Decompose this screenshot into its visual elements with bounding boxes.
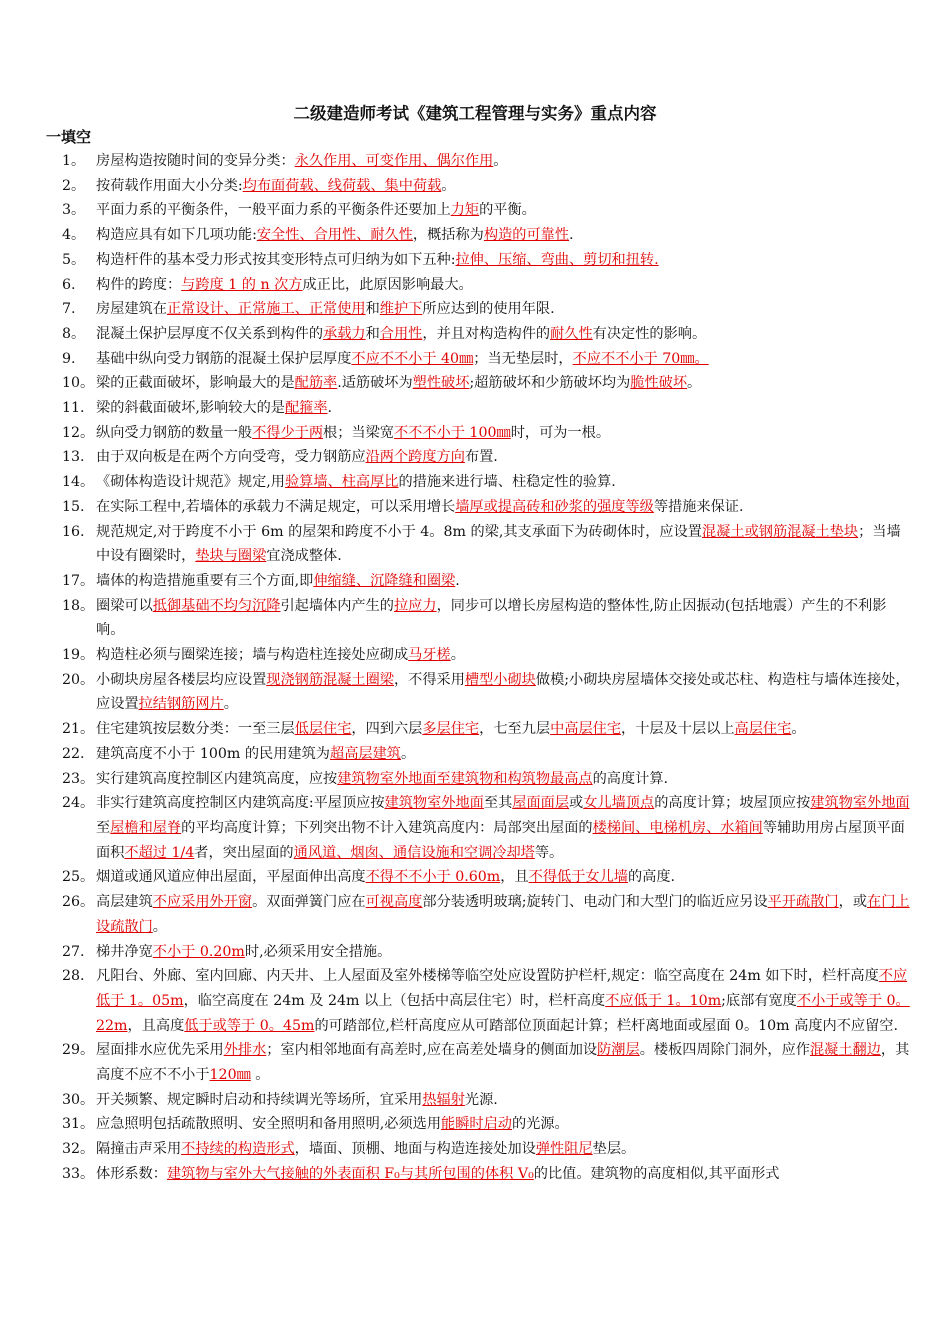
highlighted-answer: 不小于 0.20m	[152, 943, 245, 960]
item-text: ，四到六层	[351, 721, 423, 738]
item-number: 16.	[62, 523, 85, 540]
item-text: 。	[223, 696, 238, 713]
highlighted-answer: 塑性破坏	[412, 375, 470, 392]
document-title: 二级建造师考试《建筑工程管理与实务》重点内容	[293, 104, 657, 123]
item-text: ，且高度	[127, 1017, 185, 1034]
list-item	[0, 1162, 914, 1187]
list-item	[0, 198, 914, 223]
item-text: 高层建筑	[96, 894, 153, 911]
item-text: 小砌块房屋各楼层均应设置	[96, 671, 267, 688]
item-number: 21。	[62, 721, 95, 738]
item-text: .	[327, 400, 333, 417]
item-text: 房屋建筑在	[96, 301, 167, 318]
item-text: 垫层。	[592, 1141, 636, 1158]
item-text: ，或	[838, 894, 868, 911]
item-text: 等措施来保证.	[653, 498, 744, 515]
item-number: 1。	[62, 153, 86, 169]
highlighted-answer: 不超过 1/4	[124, 844, 195, 861]
item-text: 实行建筑高度控制区内建筑高度，应按	[96, 770, 338, 787]
item-text: 的可踏部位,栏杆高度应从可踏部位顶面起计算；栏杆离地面或屋面 0。10m 高度内不应留空.	[314, 1017, 898, 1034]
highlighted-answer: 马牙槎	[408, 647, 451, 664]
list-item	[0, 371, 914, 396]
item-text: 墙体的构造措施重要有三个方面,即	[96, 572, 314, 589]
item-text: 部分装透明玻璃;旋转门、电动门和大型门的临近应另设	[422, 894, 768, 911]
item-text: 等辅助用房占屋顶平面面积	[96, 819, 905, 861]
highlighted-answer: 楼梯间、电梯机房、水箱间	[592, 819, 763, 836]
item-text: 构造应具有如下几项功能:	[96, 227, 257, 244]
highlighted-answer: 建筑物室外地面至建筑物和构筑物最高点	[337, 770, 593, 787]
item-text: 构造柱必须与圈梁连接；墙与构造柱连接处应砌成	[96, 647, 409, 664]
item-text: 的措施来进行墙、柱稳定性的验算.	[398, 474, 616, 491]
list-item	[0, 149, 914, 174]
item-text: 引起墙体内产生的	[280, 597, 394, 614]
item-text: 的高度.	[627, 869, 676, 886]
item-text: 至	[96, 819, 111, 836]
item-text: 梯井净宽	[96, 943, 153, 960]
item-text: 。	[791, 721, 806, 738]
item-number: 5。	[62, 251, 86, 268]
highlighted-answer: 建筑物与室外大气接触的外表面积 F₀与其所包围的体积 V₀	[166, 1165, 534, 1182]
item-text: 的光源。	[511, 1116, 569, 1133]
item-text: 做模;小砌块房屋墙体交接处或芯柱、构造柱与墙体连接处，应设置	[96, 671, 910, 713]
list-item	[0, 569, 914, 594]
item-text: 构件的跨度：	[96, 276, 182, 293]
item-text: 住宅建筑按层数分类：一至三层	[96, 721, 295, 738]
highlighted-answer: 混凝土翻边	[809, 1042, 881, 1059]
item-number: 27.	[62, 943, 85, 960]
list-item	[0, 297, 914, 322]
item-text: ，十层及十层以上	[621, 721, 735, 738]
item-number: 8。	[62, 325, 86, 342]
highlighted-answer: 外排水	[223, 1042, 267, 1059]
item-text: 构造杆件的基本受力形式按其变形特点可归纳为如下五种:	[96, 251, 456, 268]
item-text: 隔撞击声采用	[96, 1141, 182, 1158]
item-text: 所应达到的使用年限.	[422, 301, 555, 318]
list-item	[0, 421, 914, 446]
highlighted-answer: 不应低于 1。05m	[96, 968, 908, 1009]
list-item	[0, 322, 914, 347]
highlighted-answer: 超高层建筑	[330, 745, 401, 762]
list-item	[0, 940, 914, 965]
item-text: ，并且对构造构件的	[422, 325, 551, 342]
highlighted-answer: 拉结钢筋网片	[138, 696, 224, 713]
item-number: 28.	[62, 968, 85, 985]
item-text: 房屋构造按随时间的变异分类：	[96, 153, 295, 169]
highlighted-answer: 低层住宅	[294, 721, 352, 738]
item-text: 成正比，此原因影响最大。	[302, 276, 473, 293]
list-item	[0, 643, 914, 668]
item-number: 18。	[62, 597, 95, 614]
item-number: 25。	[62, 869, 95, 886]
item-text: ，墙面、顶棚、地面与构造连接处加设	[294, 1141, 536, 1158]
item-text: 体形系数：	[96, 1165, 167, 1182]
highlighted-answer: 120㎜	[209, 1067, 251, 1084]
list-item	[0, 1038, 914, 1087]
item-text: 。	[152, 918, 167, 935]
list-item	[0, 223, 914, 248]
item-text: 应急照明包括疏散照明、安全照明和备用照明,必须选用	[96, 1116, 442, 1133]
item-text: 。	[441, 177, 456, 194]
highlighted-answer: 验算墙、柱高厚比	[284, 474, 399, 491]
list-item	[0, 668, 914, 717]
section-heading: 一填空	[46, 128, 92, 146]
item-number: 24。	[62, 795, 95, 812]
item-text: 。	[450, 647, 465, 664]
item-text: ，且	[500, 869, 529, 886]
item-text: ；当墙中设有圈梁时，	[96, 523, 901, 565]
item-number: 33。	[62, 1165, 95, 1182]
item-text: 。	[250, 1067, 270, 1084]
highlighted-answer: 女儿墙顶点	[583, 795, 655, 812]
item-text: 由于双向板是在两个方向受弯，受力钢筋应	[96, 449, 366, 466]
item-number: 20。	[62, 671, 95, 688]
highlighted-answer: 建筑物室外地面	[810, 795, 910, 812]
item-text: 纵向受力钢筋的数量一般	[96, 424, 253, 441]
highlighted-answer: 构造的可靠性	[483, 227, 570, 244]
item-number: 10。	[62, 375, 95, 392]
item-text: 混凝土保护层厚度不仅关系到构件的	[96, 325, 324, 342]
item-text: 的平均高度计算；下列突出物不计入建筑高度内：局部突出屋面的	[181, 819, 593, 836]
list-item	[0, 742, 914, 767]
item-text: 。	[400, 745, 416, 762]
highlighted-answer: 中高层住宅	[550, 721, 622, 738]
item-number: 32。	[62, 1141, 95, 1158]
item-text: 至其	[483, 795, 513, 812]
item-number: 19。	[62, 647, 95, 664]
item-text: .	[455, 572, 460, 589]
item-text: 按荷载作用面大小分类:	[96, 177, 243, 194]
item-text: 和	[365, 301, 380, 318]
item-text: 规范规定,对于跨度不小于 6m 的屋架和跨度不小于 4。8m 的梁,其支承面下为砖砌体时，应设置	[96, 523, 702, 540]
item-number: 15.	[62, 498, 85, 515]
highlighted-answer: 抵御基础不均匀沉降	[152, 597, 281, 614]
item-text: 根；当梁宽	[323, 424, 394, 441]
highlighted-answer: 脆性破坏	[630, 375, 688, 392]
list-item	[0, 1088, 914, 1113]
item-text: ，其高度不应不不小于	[96, 1042, 910, 1084]
item-number: 11.	[62, 400, 85, 417]
highlighted-answer: 拉应力	[393, 597, 437, 614]
item-number: 3。	[62, 202, 86, 219]
highlighted-answer: 不持续的构造形式	[181, 1141, 295, 1158]
item-text: 屋面排水应优先采用	[96, 1042, 224, 1059]
item-text: ，概括称为	[412, 227, 484, 244]
list-item	[0, 445, 914, 470]
highlighted-answer: 不得少于两	[252, 424, 324, 441]
item-text: 烟道或通风道应伸出屋面，平屋面伸出高度	[96, 869, 366, 886]
list-item	[0, 273, 914, 298]
item-number: 14。	[62, 474, 95, 491]
list-item	[0, 594, 914, 643]
highlighted-answer: 承载力	[323, 325, 366, 342]
list-item	[0, 248, 914, 273]
item-text: ;超筋破坏和少筋破坏均为	[469, 375, 631, 392]
highlighted-answer: 建筑物室外地面	[384, 795, 484, 812]
highlighted-answer: 屋檐和屋脊	[110, 819, 182, 836]
list-item	[0, 520, 914, 569]
item-text: 时,必须采用安全措施。	[244, 943, 392, 960]
highlighted-answer: 耐久性	[550, 325, 593, 342]
item-number: 13.	[62, 449, 85, 466]
highlighted-answer: 配筋率	[294, 375, 338, 392]
highlighted-answer: 拉伸、压缩、弯曲、剪切和扭转.	[455, 251, 659, 268]
item-number: 4。	[62, 227, 86, 244]
item-text: 。	[687, 375, 702, 392]
list-item	[0, 1112, 914, 1137]
highlighted-answer: 不应低于 1。10m	[605, 992, 722, 1009]
item-text: 的平衡。	[479, 202, 536, 219]
item-text: 圈梁可以	[96, 597, 153, 614]
highlighted-answer: 合用性	[379, 325, 423, 342]
item-text: 梁的斜截面破坏,影响较大的是	[96, 400, 285, 417]
highlighted-answer: 维护下	[379, 301, 423, 318]
item-text: ，七至九层	[479, 721, 551, 738]
item-text: 时，可为一根。	[510, 424, 611, 441]
item-text: 平面力系的平衡条件，一般平面力系的平衡条件还要加上	[96, 202, 451, 219]
highlighted-answer: 多层住宅	[422, 721, 480, 738]
numbered-list	[0, 149, 950, 1187]
highlighted-answer: 墙厚或提高砖和砂浆的强度等级	[455, 498, 654, 515]
item-number: 30。	[62, 1091, 95, 1108]
item-number: 2。	[62, 177, 86, 194]
highlighted-answer: 在门上设疏散门	[96, 894, 910, 935]
item-text: 非实行建筑高度控制区内建筑高度:平屋顶应按	[96, 795, 385, 812]
item-text: 者，突出屋面的	[194, 844, 294, 861]
item-number: 31。	[62, 1116, 95, 1133]
list-item	[0, 347, 914, 372]
item-text: 基础中纵向受力钢筋的混凝土保护层厚度	[96, 350, 352, 367]
highlighted-answer: 通风道、烟囱、通信设施和空调冷却塔	[293, 844, 535, 861]
item-text: 凡阳台、外廊、室内回廊、内天井、上人屋面及室外楼梯等临空处应设置防护栏杆,规定：临空高度在 24m 如下时，栏杆高度	[96, 968, 879, 985]
highlighted-answer: 热辐射	[422, 1091, 465, 1108]
highlighted-answer: 混凝土或钢筋混凝土垫块	[702, 523, 859, 540]
item-text: ，不得采用	[393, 671, 465, 688]
item-text: 或	[569, 795, 584, 812]
list-item	[0, 1137, 914, 1162]
list-item	[0, 717, 914, 742]
item-text: 开关频繁、规定瞬时启动和持续调光等场所，宜采用	[96, 1091, 423, 1108]
highlighted-answer: 不应采用外开窗	[152, 894, 253, 911]
list-item	[0, 396, 914, 421]
item-text: ，同步可以增长房屋构造的整体性,防止因振动(包括地震）产生的不利影响。	[96, 597, 887, 639]
item-number: 17。	[62, 572, 95, 589]
item-number: 6.	[62, 276, 76, 293]
item-text: 的高度计算.	[592, 770, 669, 787]
highlighted-answer: 低于或等于 0。45m	[184, 1017, 315, 1034]
item-text: 《砌体构造设计规范》规定,用	[96, 474, 285, 491]
list-item	[0, 964, 914, 1038]
highlighted-answer: 屋面面层	[512, 795, 570, 812]
item-number: 9.	[62, 350, 76, 367]
item-text: 。楼板四周除门洞外，应作	[639, 1042, 810, 1059]
list-item	[0, 174, 914, 199]
highlighted-answer: 不应不不小于 40㎜	[351, 350, 474, 367]
highlighted-answer: 能瞬时启动	[441, 1116, 512, 1133]
highlighted-answer: 不得低于女儿墙	[528, 869, 628, 886]
highlighted-answer: 平开疏散门	[767, 894, 839, 911]
item-text: ;底部有宽度	[721, 992, 797, 1009]
list-item	[0, 767, 914, 792]
item-text: .适筋破坏为	[337, 375, 413, 392]
item-number: 12。	[62, 424, 95, 441]
highlighted-answer: 可视高度	[365, 894, 423, 911]
item-number: 7.	[62, 301, 76, 318]
item-number: 26。	[62, 894, 95, 911]
highlighted-answer: 伸缩缝、沉降缝和圈梁	[313, 572, 456, 589]
item-text: ；当无垫层时，	[473, 350, 573, 367]
item-text: 的比值。建筑物的高度相似,其平面形式	[533, 1165, 780, 1182]
list-item	[0, 495, 914, 520]
highlighted-answer: 不应不不小于 70㎜。	[572, 350, 709, 367]
highlighted-answer: 不得不不小于 0.60m	[365, 869, 501, 886]
highlighted-answer: 正常设计、正常施工、正常使用	[166, 301, 366, 318]
item-text: 。双面弹簧门应在	[252, 894, 366, 911]
highlighted-answer: 防潮层	[597, 1042, 640, 1059]
list-item	[0, 791, 914, 865]
item-number: 22.	[62, 745, 85, 762]
highlighted-answer: 均布面荷载、线荷载、集中荷载	[242, 177, 442, 194]
highlighted-answer: 配箍率	[284, 400, 328, 417]
highlighted-answer: 沿两个跨度方向	[365, 449, 465, 466]
list-item	[0, 890, 914, 939]
item-text: 宜浇成整体.	[266, 548, 342, 565]
item-text: 的高度计算；坡屋顶应按	[654, 795, 811, 812]
item-number: 29。	[62, 1042, 95, 1059]
item-text: 和	[365, 325, 380, 342]
item-text: 在实际工程中,若墙体的承载力不满足规定，可以采用增长	[96, 498, 456, 515]
item-text: 有决定性的影响。	[592, 325, 707, 342]
highlighted-answer: 安全性、合用性、耐久性	[256, 227, 413, 244]
list-item	[0, 865, 914, 890]
item-number: 23。	[62, 770, 95, 787]
item-text: ；室内相邻地面有高差时,应在高差处墙身的侧面加设	[266, 1042, 598, 1059]
item-text: 布置.	[464, 449, 498, 466]
item-text: 光源.	[464, 1091, 498, 1108]
highlighted-answer: 不小于或等于 0。22m	[96, 992, 910, 1034]
highlighted-answer: 槽型小砌块	[464, 671, 536, 688]
list-item	[0, 470, 914, 495]
highlighted-answer: 高层住宅	[734, 721, 792, 738]
item-text: 。	[493, 153, 508, 169]
highlighted-answer: 永久作用、可变作用、偶尔作用	[294, 153, 494, 169]
highlighted-answer: 力矩	[450, 202, 480, 219]
item-text: ，临空高度在 24m 及 24m 以上（包括中高层住宅）时，栏杆高度	[183, 992, 606, 1009]
item-text: 等。	[534, 844, 564, 861]
item-text: .	[569, 227, 574, 244]
highlighted-answer: 不不不小于 100㎜	[393, 424, 511, 441]
highlighted-answer: 现浇钢筋混凝土圈梁	[266, 671, 394, 688]
item-text: 梁的正截面破坏，影响最大的是	[96, 375, 295, 392]
highlighted-answer: 垫块与圈梁	[195, 548, 267, 565]
highlighted-answer: 与跨度 1 的 n 次方	[181, 276, 303, 293]
highlighted-answer: 弹性阻尼	[535, 1141, 593, 1158]
item-text: 建筑高度不小于 100m 的民用建筑为	[96, 745, 330, 762]
